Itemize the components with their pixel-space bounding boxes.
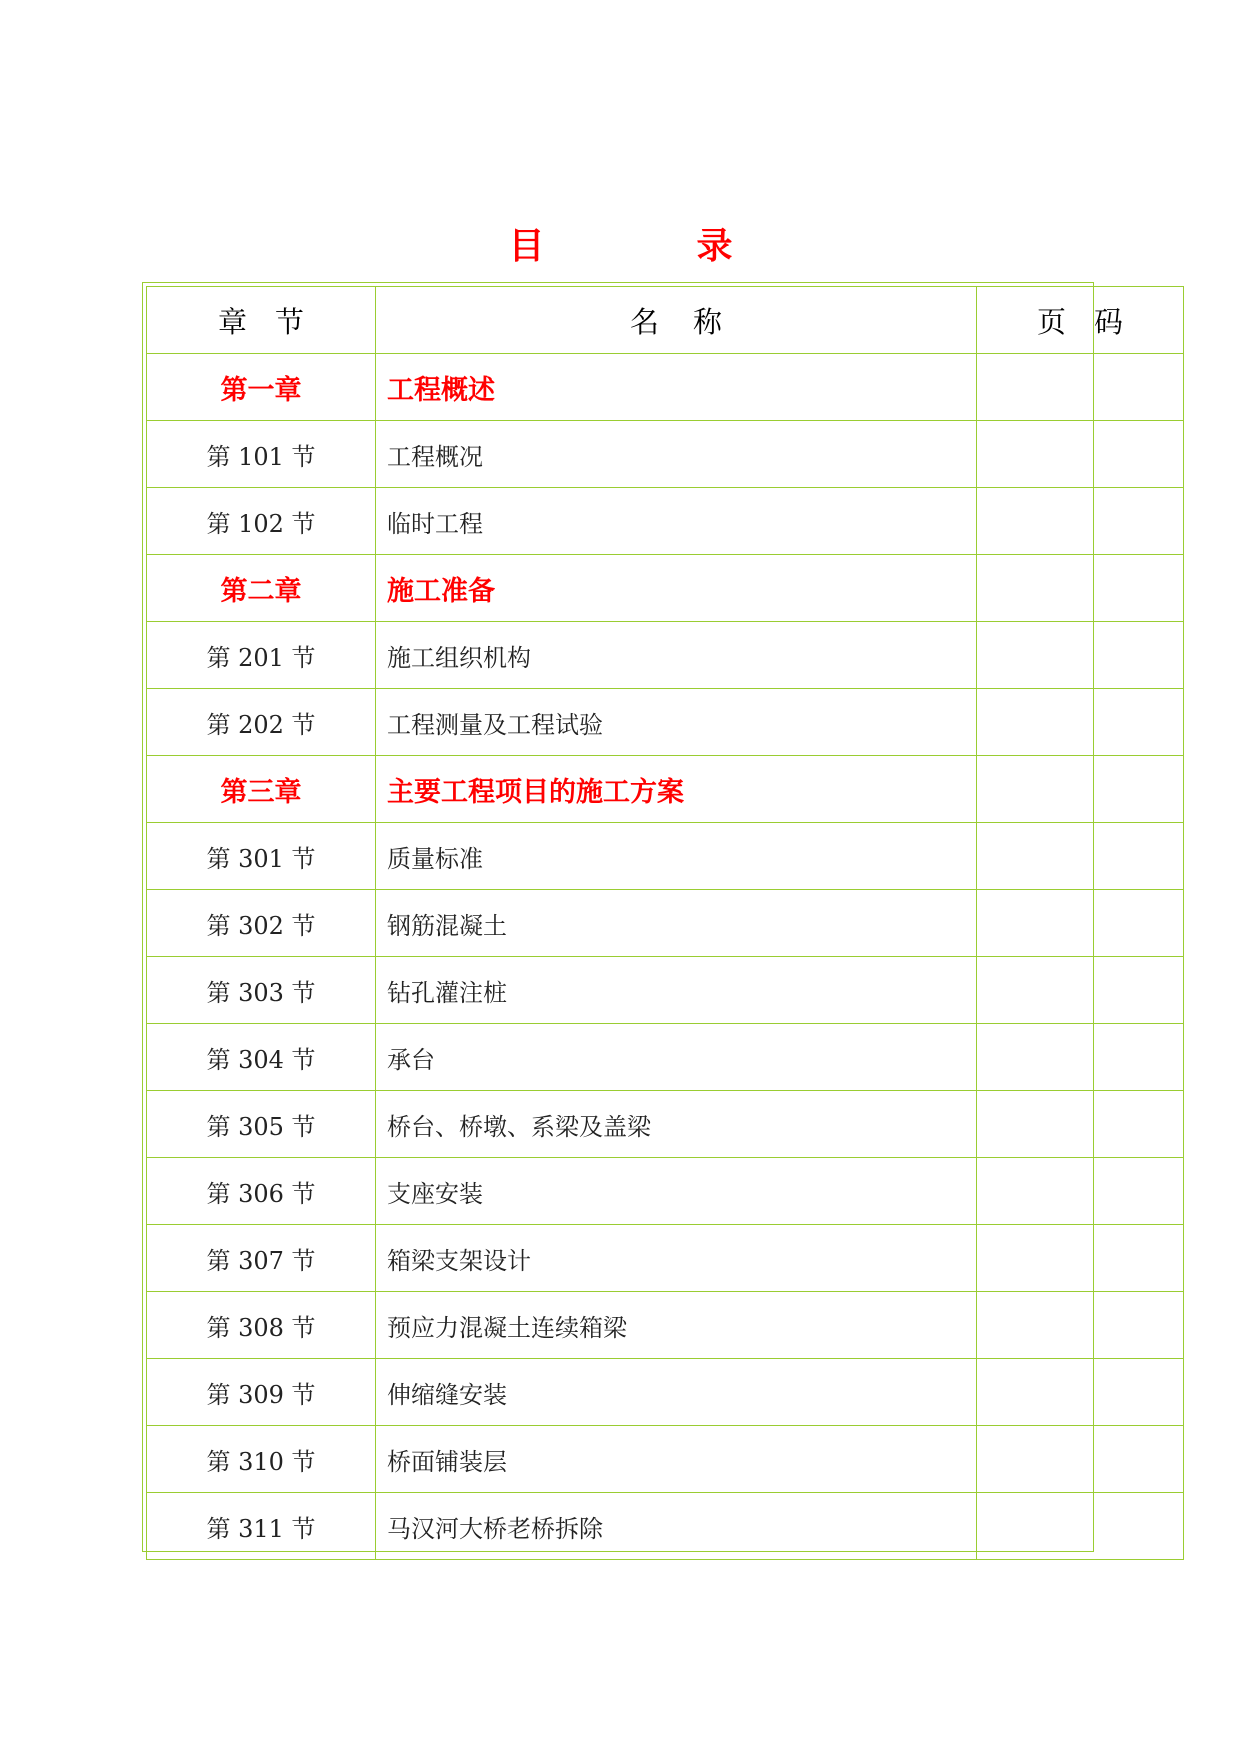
toc-entry-name: 桥面铺装层 [376,1426,977,1493]
toc-chapter-row [147,555,1184,622]
toc-section-label: 第 303 节 [147,957,376,1024]
toc-entry-name: 钢筋混凝土 [376,890,977,957]
toc-section-label: 第三章 [147,756,376,823]
toc-entry-name: 工程概述 [376,354,977,421]
toc-page-number [977,1426,1184,1493]
page-title: 目 录 [508,225,791,267]
header-page: 页码 [977,287,1184,354]
toc-section-label: 第 201 节 [147,622,376,689]
toc-page-number [977,823,1184,890]
toc-section-row [147,1292,1184,1359]
toc-section-label: 第 304 节 [147,1024,376,1091]
toc-entry-name: 支座安装 [376,1158,977,1225]
toc-page-number [977,689,1184,756]
toc-section-row [147,689,1184,756]
toc-section-label: 第 305 节 [147,1091,376,1158]
toc-section-label: 第 309 节 [147,1359,376,1426]
toc-page-number [977,555,1184,622]
toc-entry-name: 预应力混凝土连续箱梁 [376,1292,977,1359]
toc-entry-name: 马汉河大桥老桥拆除 [376,1493,977,1560]
toc-page-number [977,1225,1184,1292]
toc-chapter-row [147,756,1184,823]
toc-section-label: 第二章 [147,555,376,622]
toc-section-label: 第 311 节 [147,1493,376,1560]
toc-chapter-row [147,354,1184,421]
toc-page-number [977,1493,1184,1560]
toc-header-row [147,287,1184,354]
toc-page-number [977,1091,1184,1158]
toc-section-label: 第 308 节 [147,1292,376,1359]
toc-entry-name: 工程概况 [376,421,977,488]
toc-section-label: 第 307 节 [147,1225,376,1292]
toc-section-row [147,823,1184,890]
toc-entry-name: 桥台、桥墩、系梁及盖梁 [376,1091,977,1158]
toc-section-label: 第 301 节 [147,823,376,890]
toc-section-row [147,1359,1184,1426]
toc-page-number [977,756,1184,823]
toc-section-label: 第 101 节 [147,421,376,488]
toc-entry-name: 伸缩缝安装 [376,1359,977,1426]
toc-table [146,286,1184,1560]
toc-entry-name: 箱梁支架设计 [376,1225,977,1292]
toc-section-label: 第 202 节 [147,689,376,756]
toc-page-number [977,421,1184,488]
toc-page-number [977,1292,1184,1359]
toc-section-label: 第 102 节 [147,488,376,555]
toc-section-row [147,622,1184,689]
toc-page-number [977,1024,1184,1091]
toc-section-row [147,1158,1184,1225]
toc-section-row [147,488,1184,555]
header-name: 名称 [376,287,977,354]
toc-entry-name: 临时工程 [376,488,977,555]
toc-page-number [977,488,1184,555]
toc-section-row [147,1024,1184,1091]
toc-page-number [977,1158,1184,1225]
toc-section-label: 第 310 节 [147,1426,376,1493]
toc-section-label: 第 302 节 [147,890,376,957]
toc-section-row [147,1091,1184,1158]
toc-section-row [147,421,1184,488]
toc-section-row [147,1426,1184,1493]
toc-section-row [147,957,1184,1024]
toc-section-label: 第一章 [147,354,376,421]
toc-entry-name: 施工组织机构 [376,622,977,689]
toc-entry-name: 主要工程项目的施工方案 [376,756,977,823]
toc-page-number [977,1359,1184,1426]
toc-section-row [147,1225,1184,1292]
header-section: 章节 [147,287,376,354]
toc-page-number [977,354,1184,421]
toc-section-row [147,890,1184,957]
toc-entry-name: 施工准备 [376,555,977,622]
toc-entry-name: 钻孔灌注桩 [376,957,977,1024]
toc-page-number [977,622,1184,689]
toc-entry-name: 质量标准 [376,823,977,890]
toc-section-label: 第 306 节 [147,1158,376,1225]
toc-page-number [977,890,1184,957]
toc-entry-name: 承台 [376,1024,977,1091]
toc-entry-name: 工程测量及工程试验 [376,689,977,756]
toc-section-row [147,1493,1184,1560]
toc-page-number [977,957,1184,1024]
